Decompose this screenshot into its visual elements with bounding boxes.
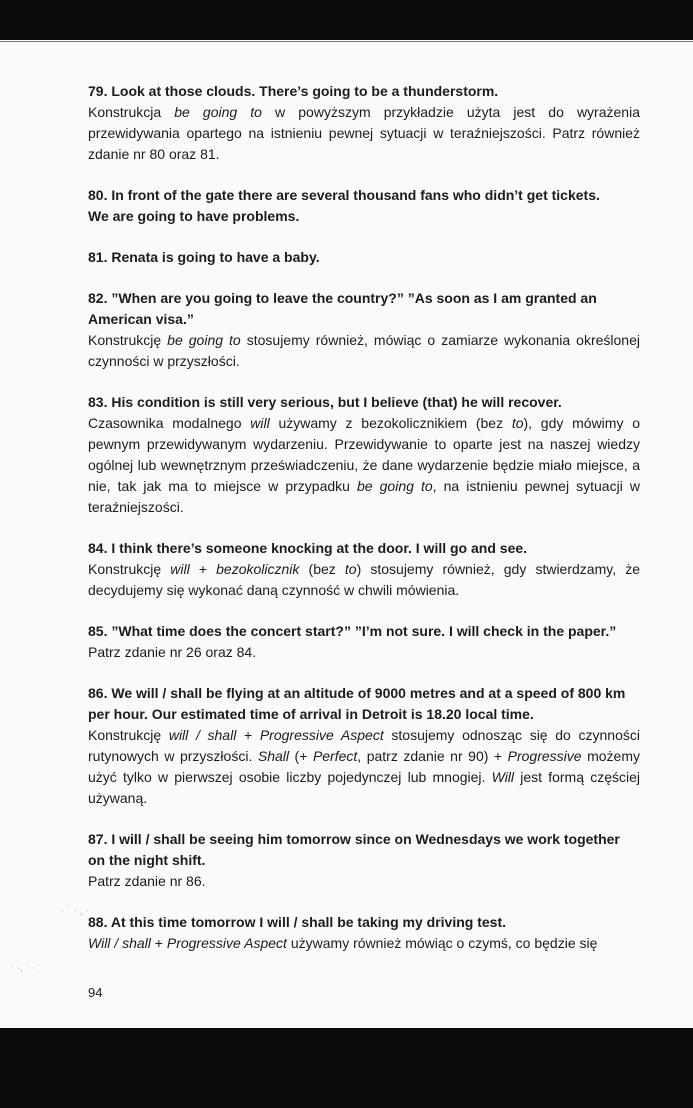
page-number: 94 bbox=[88, 985, 103, 1000]
entry-88 bbox=[88, 912, 640, 954]
commentary-text: stosujemy również, mówiąc o zamiarze wykonania określonej czynności w przyszłości. bbox=[88, 332, 640, 369]
italic-term: Progressive Aspect bbox=[166, 935, 287, 951]
example-sentence: 82. ”When are you going to leave the country?” ”As soon as I am granted an American visa.” bbox=[88, 290, 597, 327]
commentary-text: + bbox=[236, 727, 260, 743]
commentary bbox=[88, 413, 640, 518]
italic-term: bezokolicznik bbox=[216, 561, 300, 577]
italic-term: be going to bbox=[357, 478, 433, 494]
commentary-text: (bez bbox=[299, 561, 345, 577]
commentary-text: + bbox=[189, 561, 217, 577]
italic-term: will / shall bbox=[168, 727, 237, 743]
commentary-text: Patrz zdanie nr 86. bbox=[88, 873, 206, 889]
example-sentence: 84. I think there’s someone knocking at the door. I will go and see. bbox=[88, 540, 528, 556]
entry-82 bbox=[88, 288, 640, 372]
commentary-text: , patrz zdanie nr 90) + bbox=[357, 748, 508, 764]
commentary-text: , na istnieniu pewnej sytuacji w teraźniejszości. bbox=[88, 478, 640, 515]
italic-term: to bbox=[511, 415, 524, 431]
italic-term: Shall bbox=[257, 748, 290, 764]
commentary-text: jest formą częściej używaną. bbox=[88, 769, 640, 806]
commentary-text: ) stosujemy również, gdy stwierdzamy, że decydujemy się wykonać daną czynność w chwili mówienia. bbox=[88, 561, 640, 598]
example-sentence: 79. Look at those clouds. There’s going to be a thunderstorm. bbox=[88, 83, 499, 99]
commentary-text: Czasownika modalnego bbox=[88, 415, 251, 431]
entry-87 bbox=[88, 829, 640, 892]
commentary-text: + bbox=[150, 935, 167, 951]
commentary-text: Konstrukcję bbox=[88, 561, 171, 577]
commentary bbox=[88, 642, 640, 663]
commentary bbox=[88, 559, 640, 601]
commentary-text: Konstrukcja bbox=[88, 104, 175, 120]
example-sentence: 86. We will / shall be flying at an altitude of 9000 metres and at a speed of 800 km per hour. Our estimated time of arrival in Detroit is 18.20 local time. bbox=[88, 685, 626, 722]
example-sentence: We are going to have problems. bbox=[88, 208, 300, 224]
entry-85 bbox=[88, 621, 640, 663]
commentary bbox=[88, 330, 640, 372]
commentary-text: używamy również mówiąc o czymś, co będzie się bbox=[286, 935, 598, 951]
entry-84 bbox=[88, 538, 640, 601]
commentary-text: Konstrukcję bbox=[88, 727, 169, 743]
scan-noise: · ˙ · ‚ · bbox=[60, 905, 90, 917]
commentary-text: ), gdy mówimy o pewnym przewidywanym wydarzeniu. Przewidywanie to oparte jest na naszej wiedzy ogólnej lub wewnętrznym przeświadczeniu, że dane wydarzenie będzie miało miejsce, a nie, tak jak ma to miejsce w przypadku bbox=[88, 415, 640, 494]
top-rule bbox=[0, 41, 693, 42]
commentary bbox=[88, 933, 640, 954]
entry-79 bbox=[88, 81, 640, 165]
page-content bbox=[88, 81, 640, 974]
italic-term: Will bbox=[491, 769, 515, 785]
example-sentence: 88. At this time tomorrow I will / shall be taking my driving test. bbox=[88, 914, 507, 930]
italic-term: to bbox=[344, 561, 357, 577]
commentary-text: używamy z bezokolicznikiem (bez bbox=[269, 415, 512, 431]
commentary bbox=[88, 725, 640, 809]
entry-81 bbox=[88, 247, 640, 268]
entry-83 bbox=[88, 392, 640, 518]
italic-term: Progressive Aspect bbox=[259, 727, 384, 743]
commentary-text: Patrz zdanie nr 26 oraz 84. bbox=[88, 644, 257, 660]
example-sentence: 87. I will / shall be seeing him tomorrow since on Wednesdays we work together on the night shift. bbox=[88, 831, 620, 868]
commentary bbox=[88, 871, 640, 892]
commentary-text: (+ bbox=[289, 748, 313, 764]
scan-noise: · ·‚ ˙ · bbox=[10, 962, 37, 974]
example-sentence: 85. ”What time does the concert start?” ”I’m not sure. I will check in the paper.” bbox=[88, 623, 617, 639]
italic-term: Will / shall bbox=[88, 935, 151, 951]
entry-80 bbox=[88, 185, 640, 227]
commentary bbox=[88, 102, 640, 165]
commentary-text: Konstrukcję bbox=[88, 332, 168, 348]
commentary-text: możemy użyć tylko w pierwszej osobie liczby pojedynczej lub mnogiej. bbox=[88, 748, 640, 785]
italic-term: will bbox=[170, 561, 190, 577]
italic-term: will bbox=[250, 415, 270, 431]
bottom-scan-border bbox=[0, 1028, 693, 1108]
italic-term: be going to bbox=[167, 332, 241, 348]
example-sentence: 83. His condition is still very serious, but I believe (that) he will recover. bbox=[88, 394, 562, 410]
example-sentence: 80. In front of the gate there are several thousand fans who didn’t get tickets. bbox=[88, 187, 600, 203]
italic-term: Perfect bbox=[312, 748, 358, 764]
italic-term: Progressive bbox=[507, 748, 582, 764]
top-scan-border bbox=[0, 0, 693, 40]
entry-86 bbox=[88, 683, 640, 809]
commentary-text: stosujemy odnosząc się do czynności rutynowych w przyszłości. bbox=[88, 727, 640, 764]
italic-term: be going to bbox=[174, 104, 262, 120]
commentary-text: w powyższym przykładzie użyta jest do wyrażenia przewidywania opartego na istnieniu pewnej sytuacji w teraźniejszości. Patrz również zdanie nr 80 oraz 81. bbox=[88, 104, 640, 162]
example-sentence: 81. Renata is going to have a baby. bbox=[88, 249, 320, 265]
